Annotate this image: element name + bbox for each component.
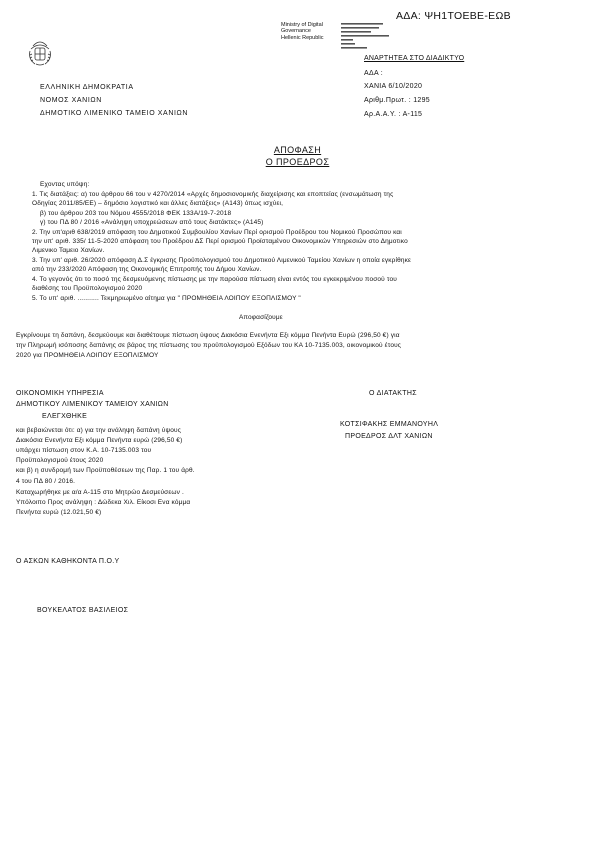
ministry-label (281, 22, 324, 41)
org-line: ΕΛΛΗΝΙΚΗ ΔΗΜΟΚΡΑΤΙΑ (40, 84, 134, 91)
finance-line: Υπόλοιπο Προς ανάληψη : Δώδεκα Χιλ. Είκοσι Ενα κόμμα (16, 499, 191, 506)
ministry-line: Hellenic Republic (281, 34, 324, 41)
decide-label: Αποφασίζουμε (239, 314, 283, 321)
ministry-line: Ministry of Digital (281, 22, 323, 28)
consideration-line: 1. Τις διατάξεις: α) του άρθρου 66 του ν 4270/2014 «Αρχές δημοσιονομικής διαχείρισης και εποπτείας (ενσωμάτωση της (32, 191, 394, 198)
digital-signature-stamp (341, 22, 401, 52)
consideration-line: από την 233/2020 Απόφαση της Οικονομικής Επιτροπής του Δήμου Χανίων. (32, 266, 262, 273)
finance-line: 4 του ΠΔ 80 / 2016. (16, 478, 76, 485)
consideration-line: γ) του ΠΔ 80 / 2016 «Ανάληψη υποχρεώσεων από τους διατάκτες» (Α145) (40, 219, 264, 226)
finance-line: και βεβαιώνεται ότι: α) για την ανάληψη δαπάνη ύψους (16, 427, 182, 434)
checked-label: ΕΛΕΓΧΘΗΚΕ (42, 413, 88, 420)
aay-number: Αρ.Α.Α.Υ. : Α-115 (364, 111, 423, 118)
org-line: ΝΟΜΟΣ ΧΑΝΙΩΝ (40, 97, 102, 104)
decision-line: 2020 για ΠΡΟΜΗΘΕΙΑ ΛΟΙΠΟΥ ΕΞΟΠΛΙΣΜΟΥ (16, 352, 159, 359)
finance-line: Προϋπολογισμού έτους 2020 (16, 457, 104, 464)
consideration-line: Λιμενικο Ταμειο Χανίων. (32, 247, 105, 254)
finance-line: Διακόσια Ενενήντα Εξι κόμμα Πενήντα ευρώ (296,50 €) (16, 437, 183, 444)
consideration-line: Εχοντας υπόψη: (40, 181, 90, 188)
consideration-line: 2. Την υπ'αριθ 638/2019 απόφαση του Δημοτικού Συμβουλίου Χανίων Περί ορισμού Προέδρου του Νομικού Προσώπου και (32, 229, 402, 236)
finance-line: και β) η συνδρομή των Προϋποθέσεων της Παρ. 1 του άρθ. (16, 467, 195, 474)
decision-line: την Πληρωμή ισόποσης δαπάνης σε βάρος της πίστωσης του προϋπολογισμού Εξόδων του ΚΑ 10-7135.003, οικονομικού έτους (16, 342, 402, 349)
signatory-name: ΚΟΤΣΙΦΑΚΗΣ ΕΜΜΑΝΟΥΗΛ (340, 421, 439, 428)
finance-dept: ΟΙΚΟΝΟΜΙΚΗ ΥΠΗΡΕΣΙΑ (16, 390, 104, 397)
decision-line: Εγκρίνουμε τη δαπάνη, δεσμεύουμε και διαθέτουμε πίστωση ύψους Διακόσια Ενενήντα Εξι κόμμα Πενήντα Ευρώ (296,50 €) για (16, 332, 400, 339)
document-title: ΑΠΟΦΑΣΗ (273, 145, 322, 155)
official-name: ΒΟΥΚΕΛΑΤΟΣ ΒΑΣΙΛΕΙΟΣ (37, 607, 129, 614)
consideration-line: 3. Την υπ' αριθ. 26/2020 απόφαση Δ.Σ έγκρισης Προϋπολογισμού του Δημοτικού Λιμενικού Ταμείου Χανίων η οποία εγκρίθηκε (32, 257, 412, 264)
consideration-line: Οδηγίας 2011/85/ΕΕ) – δημόσιο λογιστικό και άλλες διατάξεις» (Α143) όπως ισχύει, (32, 200, 284, 207)
org-line: ΔΗΜΟΤΙΚΟ ΛΙΜΕΝΙΚΟ ΤΑΜΕΙΟ ΧΑΝΙΩΝ (40, 110, 189, 117)
consideration-line: β) του άρθρου 203 του Νόμου 4555/2018 ΦΕΚ 133Α/19-7-2018 (40, 210, 232, 217)
acting-official-label: Ο ΑΣΚΩΝ ΚΑΘΗΚΟΝΤΑ Π.Ο.Υ (16, 558, 120, 565)
publish-notice: ΑΝΑΡΤΗΤΕΑ ΣΤΟ ΔΙΑΔΙΚΤΥΟ (364, 55, 465, 62)
ada-header: ΑΔΑ: ΨΗ1ΤΟΕΒΕ-ΕΩΒ (396, 10, 511, 22)
finance-line: Καταχωρήθηκε με α/α Α-115 στο Μητρώο Δεσμεύσεων . (16, 489, 184, 496)
finance-line: Πενήντα ευρώ (12.021,50 €) (16, 509, 102, 516)
signatory-title: ΠΡΟΕΔΡΟΣ ΔΛΤ ΧΑΝΙΩΝ (345, 433, 433, 440)
protocol-number: Αριθμ.Πρωτ. : 1295 (364, 97, 430, 104)
consideration-line: την υπ' αριθ. 335/ 11-5-2020 απόφαση του Προέδρου ΔΣ Περί ορισμού Προϊσταμένου Οικονομικών Υπηρεσιών στο Δημοτικο (32, 238, 408, 245)
place-date: ΧΑΝΙΑ 6/10/2020 (364, 83, 423, 90)
finance-line: υπάρχει πίστωση στον Κ.Α. 10-7135.003 του (16, 447, 152, 454)
finance-dept-sub: ΔΗΜΟΤΙΚΟΥ ΛΙΜΕΝΙΚΟΥ ΤΑΜΕΙΟΥ ΧΑΝΙΩΝ (16, 401, 169, 408)
consideration-line: διαθέσης του Προϋπολογισμού 2020 (32, 285, 143, 292)
signatory-role: Ο ΔΙΑΤΑΚΤΗΣ (369, 390, 417, 397)
consideration-line: 5. Το υπ' αριθ. ........... Τεκμηριωμένο αίτημα για " ΠΡΟΜΗΘΕΙΑ ΛΟΙΠΟΥ ΕΞΟΠΛΙΣΜΟΥ " (32, 295, 301, 302)
ministry-line: Governance (281, 28, 311, 35)
consideration-line: 4. Το γεγονός ότι το ποσό της δεσμευόμενης πίστωσης με την παρούσα πίστωση είναι εντός του εγκεκριμένου ποσού του (32, 276, 397, 283)
ada-field: ΑΔΑ : (364, 70, 384, 77)
greek-coat-of-arms-icon (26, 39, 54, 67)
document-subtitle: Ο ΠΡΟΕΔΡΟΣ (265, 157, 330, 167)
